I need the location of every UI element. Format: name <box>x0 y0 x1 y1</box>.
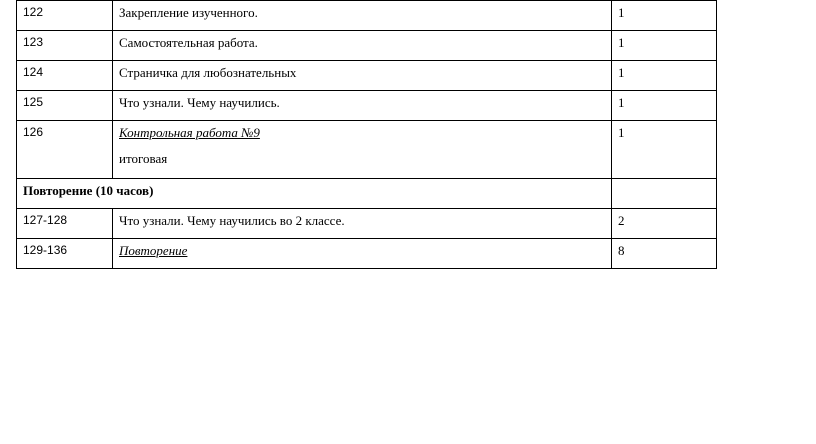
lesson-hours: 1 <box>612 1 717 31</box>
lesson-topic-cell <box>113 239 612 269</box>
lesson-topic: Страничка для любознательных <box>113 61 612 91</box>
table-row <box>17 1 717 31</box>
lesson-number: 127-128 <box>17 209 113 239</box>
lesson-hours: 8 <box>612 239 717 269</box>
table-row <box>17 91 717 121</box>
test-link[interactable]: Контрольная работа №9 <box>119 125 260 140</box>
lesson-number: 125 <box>17 91 113 121</box>
lesson-topic: Что узнали. Чему научились во 2 классе. <box>113 209 612 239</box>
lesson-plan-table <box>16 0 717 269</box>
section-row <box>17 179 717 209</box>
section-title: Повторение (10 часов) <box>17 179 612 209</box>
table-row <box>17 121 717 179</box>
lesson-hours: 2 <box>612 209 717 239</box>
table-row <box>17 31 717 61</box>
lesson-hours: 1 <box>612 121 717 179</box>
lesson-topic-cell <box>113 121 612 179</box>
lesson-hours: 1 <box>612 31 717 61</box>
lesson-number: 129-136 <box>17 239 113 269</box>
lesson-number: 122 <box>17 1 113 31</box>
lesson-topic: Закрепление изученного. <box>113 1 612 31</box>
section-hours-empty <box>612 179 717 209</box>
lesson-topic: Самостоятельная работа. <box>113 31 612 61</box>
lesson-hours: 1 <box>612 91 717 121</box>
lesson-number: 123 <box>17 31 113 61</box>
lesson-number: 126 <box>17 121 113 179</box>
review-link[interactable]: Повторение <box>119 243 188 258</box>
lesson-topic: Что узнали. Чему научились. <box>113 91 612 121</box>
lesson-number: 124 <box>17 61 113 91</box>
table-row <box>17 209 717 239</box>
lesson-topic-note: итоговая <box>119 151 168 166</box>
table-row <box>17 61 717 91</box>
lesson-hours: 1 <box>612 61 717 91</box>
table-row <box>17 239 717 269</box>
